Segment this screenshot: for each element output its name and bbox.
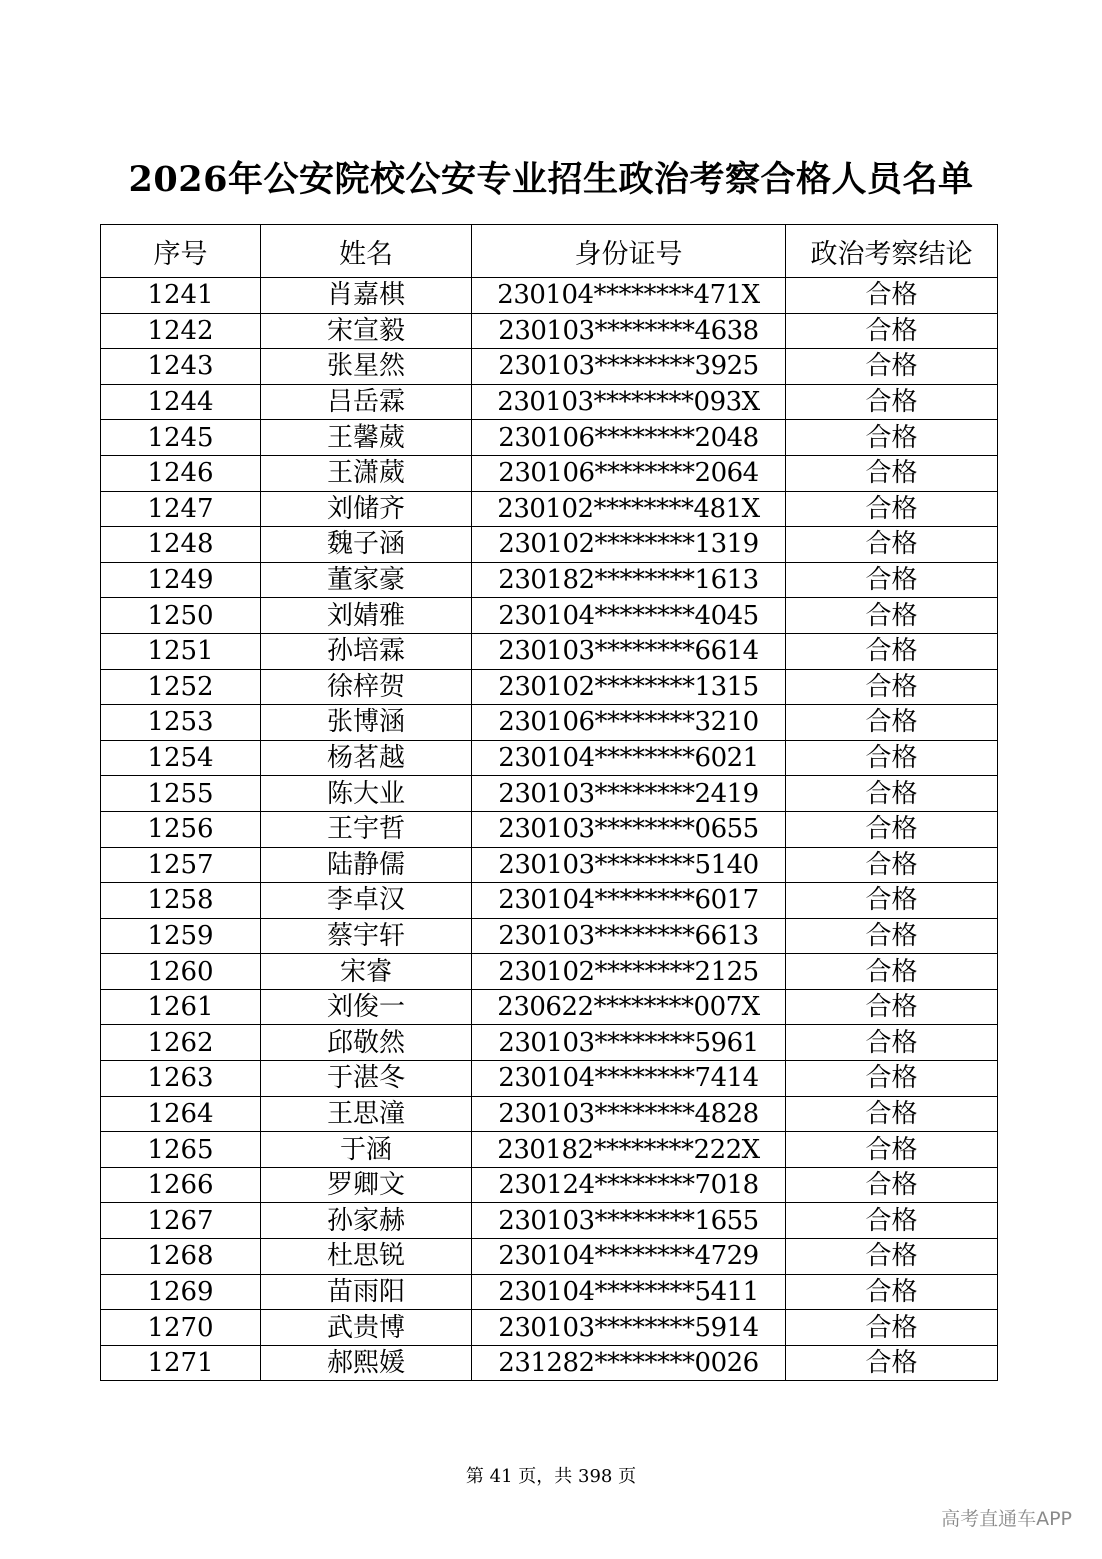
- cell-id: 230103********5140: [472, 847, 786, 883]
- table-row: [101, 705, 998, 741]
- table-row: [101, 313, 998, 349]
- cell-id: 230104********6017: [472, 883, 786, 919]
- cell-index: 1263: [101, 1061, 261, 1097]
- cell-name: 王潇葳: [261, 455, 472, 491]
- cell-result: 合格: [786, 278, 998, 314]
- cell-name: 于湛冬: [261, 1061, 472, 1097]
- cell-result: 合格: [786, 847, 998, 883]
- cell-name: 肖嘉棋: [261, 278, 472, 314]
- cell-id: 230104********7414: [472, 1061, 786, 1097]
- cell-result: 合格: [786, 954, 998, 990]
- cell-id: 230102********2125: [472, 954, 786, 990]
- cell-name: 刘婧雅: [261, 598, 472, 634]
- table-row: [101, 989, 998, 1025]
- cell-index: 1247: [101, 491, 261, 527]
- cell-index: 1257: [101, 847, 261, 883]
- table-row: [101, 883, 998, 919]
- cell-id: 230102********1315: [472, 669, 786, 705]
- cell-name: 孙家赫: [261, 1203, 472, 1239]
- cell-id: 230103********6614: [472, 633, 786, 669]
- page-title: 2026年公安院校公安专业招生政治考察合格人员名单: [128, 159, 974, 200]
- cell-index: 1258: [101, 883, 261, 919]
- table-row: [101, 491, 998, 527]
- cell-id: 230103********4638: [472, 313, 786, 349]
- table-row: [101, 1061, 998, 1097]
- cell-index: 1267: [101, 1203, 261, 1239]
- cell-name: 王思潼: [261, 1096, 472, 1132]
- cell-name: 刘储齐: [261, 491, 472, 527]
- cell-index: 1241: [101, 278, 261, 314]
- cell-name: 吕岳霖: [261, 384, 472, 420]
- cell-result: 合格: [786, 1132, 998, 1168]
- cell-id: 230103********4828: [472, 1096, 786, 1132]
- table-row: [101, 1167, 998, 1203]
- cell-result: 合格: [786, 349, 998, 385]
- page-footer: 第 41 页，共 398 页: [465, 1466, 637, 1487]
- cell-index: 1268: [101, 1239, 261, 1275]
- cell-name: 王馨葳: [261, 420, 472, 456]
- cell-index: 1242: [101, 313, 261, 349]
- cell-name: 刘俊一: [261, 989, 472, 1025]
- cell-index: 1255: [101, 776, 261, 812]
- table-header: [101, 225, 998, 278]
- roster-table: [100, 224, 998, 1381]
- cell-id: 230103********3925: [472, 349, 786, 385]
- cell-id: 230104********4729: [472, 1239, 786, 1275]
- table-row: [101, 455, 998, 491]
- table-row: [101, 954, 998, 990]
- cell-index: 1245: [101, 420, 261, 456]
- table-row: [101, 1310, 998, 1346]
- table-row: [101, 1203, 998, 1239]
- cell-result: 合格: [786, 1025, 998, 1061]
- cell-id: 230182********222X: [472, 1132, 786, 1168]
- table-row: [101, 811, 998, 847]
- header-name: 姓名: [261, 225, 472, 278]
- header-row: [101, 225, 998, 278]
- cell-index: 1254: [101, 740, 261, 776]
- table-row: [101, 1096, 998, 1132]
- cell-id: 230103********5961: [472, 1025, 786, 1061]
- cell-index: 1251: [101, 633, 261, 669]
- table-row: [101, 1132, 998, 1168]
- cell-name: 王宇哲: [261, 811, 472, 847]
- cell-index: 1250: [101, 598, 261, 634]
- table-row: [101, 1274, 998, 1310]
- cell-name: 宋睿: [261, 954, 472, 990]
- header-index: 序号: [101, 225, 261, 278]
- cell-name: 陈大业: [261, 776, 472, 812]
- cell-result: 合格: [786, 1167, 998, 1203]
- table-row: [101, 527, 998, 563]
- cell-id: 230106********2064: [472, 455, 786, 491]
- cell-index: 1261: [101, 989, 261, 1025]
- cell-name: 武贵博: [261, 1310, 472, 1346]
- table-row: [101, 669, 998, 705]
- cell-result: 合格: [786, 313, 998, 349]
- cell-result: 合格: [786, 989, 998, 1025]
- table-row: [101, 1345, 998, 1381]
- header-id-number: 身份证号: [472, 225, 786, 278]
- cell-result: 合格: [786, 420, 998, 456]
- cell-index: 1249: [101, 562, 261, 598]
- table-row: [101, 633, 998, 669]
- cell-result: 合格: [786, 669, 998, 705]
- table-row: [101, 278, 998, 314]
- cell-result: 合格: [786, 527, 998, 563]
- cell-id: 230102********1319: [472, 527, 786, 563]
- table-row: [101, 776, 998, 812]
- cell-id: 230103********0655: [472, 811, 786, 847]
- table-body: [101, 278, 998, 1381]
- cell-name: 罗卿文: [261, 1167, 472, 1203]
- cell-name: 陆静儒: [261, 847, 472, 883]
- cell-name: 杜思锐: [261, 1239, 472, 1275]
- cell-name: 张星然: [261, 349, 472, 385]
- table-row: [101, 918, 998, 954]
- cell-index: 1266: [101, 1167, 261, 1203]
- cell-index: 1265: [101, 1132, 261, 1168]
- cell-name: 蔡宇轩: [261, 918, 472, 954]
- cell-result: 合格: [786, 598, 998, 634]
- table-row: [101, 384, 998, 420]
- cell-result: 合格: [786, 1239, 998, 1275]
- cell-index: 1260: [101, 954, 261, 990]
- cell-result: 合格: [786, 562, 998, 598]
- cell-name: 邱敬然: [261, 1025, 472, 1061]
- header-result: 政治考察结论: [786, 225, 998, 278]
- cell-result: 合格: [786, 1310, 998, 1346]
- cell-index: 1259: [101, 918, 261, 954]
- cell-result: 合格: [786, 918, 998, 954]
- cell-index: 1246: [101, 455, 261, 491]
- cell-result: 合格: [786, 1203, 998, 1239]
- cell-name: 张博涵: [261, 705, 472, 741]
- cell-index: 1271: [101, 1345, 261, 1381]
- table-row: [101, 562, 998, 598]
- table-row: [101, 420, 998, 456]
- cell-result: 合格: [786, 455, 998, 491]
- cell-name: 宋宣毅: [261, 313, 472, 349]
- cell-name: 李卓汉: [261, 883, 472, 919]
- cell-name: 孙培霖: [261, 633, 472, 669]
- cell-result: 合格: [786, 883, 998, 919]
- cell-id: 230106********3210: [472, 705, 786, 741]
- cell-id: 230103********1655: [472, 1203, 786, 1239]
- cell-result: 合格: [786, 1274, 998, 1310]
- watermark: 高考直通车APP: [941, 1508, 1072, 1530]
- table-row: [101, 1239, 998, 1275]
- cell-id: 230124********7018: [472, 1167, 786, 1203]
- cell-index: 1244: [101, 384, 261, 420]
- table-row: [101, 1025, 998, 1061]
- table-row: [101, 847, 998, 883]
- cell-index: 1256: [101, 811, 261, 847]
- cell-result: 合格: [786, 811, 998, 847]
- cell-result: 合格: [786, 776, 998, 812]
- cell-name: 董家豪: [261, 562, 472, 598]
- cell-result: 合格: [786, 1061, 998, 1097]
- cell-name: 魏子涵: [261, 527, 472, 563]
- cell-index: 1264: [101, 1096, 261, 1132]
- table-row: [101, 740, 998, 776]
- cell-index: 1243: [101, 349, 261, 385]
- cell-id: 230104********4045: [472, 598, 786, 634]
- cell-id: 230104********6021: [472, 740, 786, 776]
- cell-index: 1262: [101, 1025, 261, 1061]
- cell-result: 合格: [786, 1096, 998, 1132]
- table-row: [101, 598, 998, 634]
- cell-index: 1253: [101, 705, 261, 741]
- cell-id: 230106********2048: [472, 420, 786, 456]
- cell-result: 合格: [786, 384, 998, 420]
- cell-result: 合格: [786, 740, 998, 776]
- cell-id: 230104********5411: [472, 1274, 786, 1310]
- cell-index: 1270: [101, 1310, 261, 1346]
- cell-index: 1252: [101, 669, 261, 705]
- cell-result: 合格: [786, 1345, 998, 1381]
- cell-id: 230622********007X: [472, 989, 786, 1025]
- cell-id: 230104********471X: [472, 278, 786, 314]
- table-row: [101, 349, 998, 385]
- cell-name: 郝熙媛: [261, 1345, 472, 1381]
- cell-name: 杨茗越: [261, 740, 472, 776]
- cell-id: 230103********093X: [472, 384, 786, 420]
- cell-index: 1269: [101, 1274, 261, 1310]
- cell-result: 合格: [786, 491, 998, 527]
- cell-name: 徐梓贺: [261, 669, 472, 705]
- cell-id: 230103********6613: [472, 918, 786, 954]
- cell-result: 合格: [786, 705, 998, 741]
- cell-id: 230103********2419: [472, 776, 786, 812]
- cell-index: 1248: [101, 527, 261, 563]
- cell-id: 230182********1613: [472, 562, 786, 598]
- cell-id: 231282********0026: [472, 1345, 786, 1381]
- cell-id: 230103********5914: [472, 1310, 786, 1346]
- cell-name: 于涵: [261, 1132, 472, 1168]
- cell-id: 230102********481X: [472, 491, 786, 527]
- cell-name: 苗雨阳: [261, 1274, 472, 1310]
- cell-result: 合格: [786, 633, 998, 669]
